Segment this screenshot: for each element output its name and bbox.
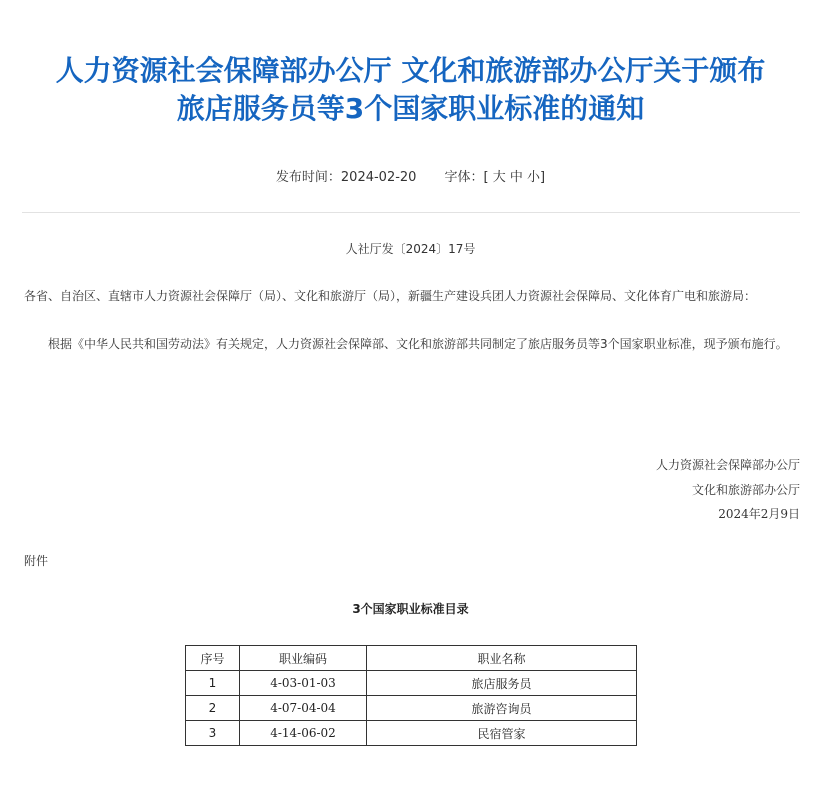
signature-date: 2024年2月9日 — [718, 507, 800, 521]
font-large-button[interactable]: 大 — [492, 170, 506, 185]
fontsize-bracket-close: ] — [540, 170, 546, 185]
table-title: 3个国家职业标准目录 — [352, 602, 469, 616]
cell-code: 4-03-01-03 — [240, 671, 367, 696]
fontsize-label: 字体： — [444, 170, 484, 185]
signature-mct: 文化和旅游部办公厅 — [691, 483, 800, 497]
cell-name: 民宿管家 — [367, 721, 637, 746]
signature-mohrss: 人力资源社会保障部办公厅 — [655, 458, 800, 472]
title-line-1: 人力资源社会保障部办公厅 文化和旅游部办公厅关于颁布 — [55, 54, 766, 87]
fontsize-bracket-open: [ — [483, 170, 489, 185]
cell-index: 2 — [186, 696, 240, 721]
cell-code: 4-07-04-04 — [240, 696, 367, 721]
divider — [22, 212, 800, 213]
table-row — [186, 671, 637, 696]
document-number: 人社厅发〔2024〕17号 — [345, 242, 476, 256]
cell-name: 旅游咨询员 — [367, 696, 637, 721]
header-name: 职业名称 — [367, 646, 637, 671]
table-header-row — [186, 646, 637, 671]
cell-index: 3 — [186, 721, 240, 746]
table-row — [186, 696, 637, 721]
header-code: 职业编码 — [240, 646, 367, 671]
table-row — [186, 721, 637, 746]
cell-name: 旅店服务员 — [367, 671, 637, 696]
header-index: 序号 — [186, 646, 240, 671]
cell-code: 4-14-06-02 — [240, 721, 367, 746]
font-small-button[interactable]: 小 — [527, 170, 541, 185]
standards-table — [185, 645, 637, 746]
addressee-paragraph: 各省、自治区、直辖市人力资源社会保障厅（局）、文化和旅游厅（局），新疆生产建设兵团人力资源社会保障局、文化体育广电和旅游局： — [24, 289, 757, 303]
title-line-2: 旅店服务员等3个国家职业标准的通知 — [176, 92, 645, 125]
publish-label: 发布时间： — [275, 170, 341, 185]
body-paragraph: 根据《中华人民共和国劳动法》有关规定，人力资源社会保障部、文化和旅游部共同制定了旅店服务员等3个国家职业标准，现予颁布施行。 — [48, 337, 788, 351]
article-meta — [0, 166, 821, 185]
article-title — [0, 52, 821, 128]
font-medium-button[interactable]: 中 — [509, 170, 523, 185]
publish-date: 2024-02-20 — [340, 170, 417, 185]
cell-index: 1 — [186, 671, 240, 696]
attachment-label: 附件 — [24, 554, 49, 568]
